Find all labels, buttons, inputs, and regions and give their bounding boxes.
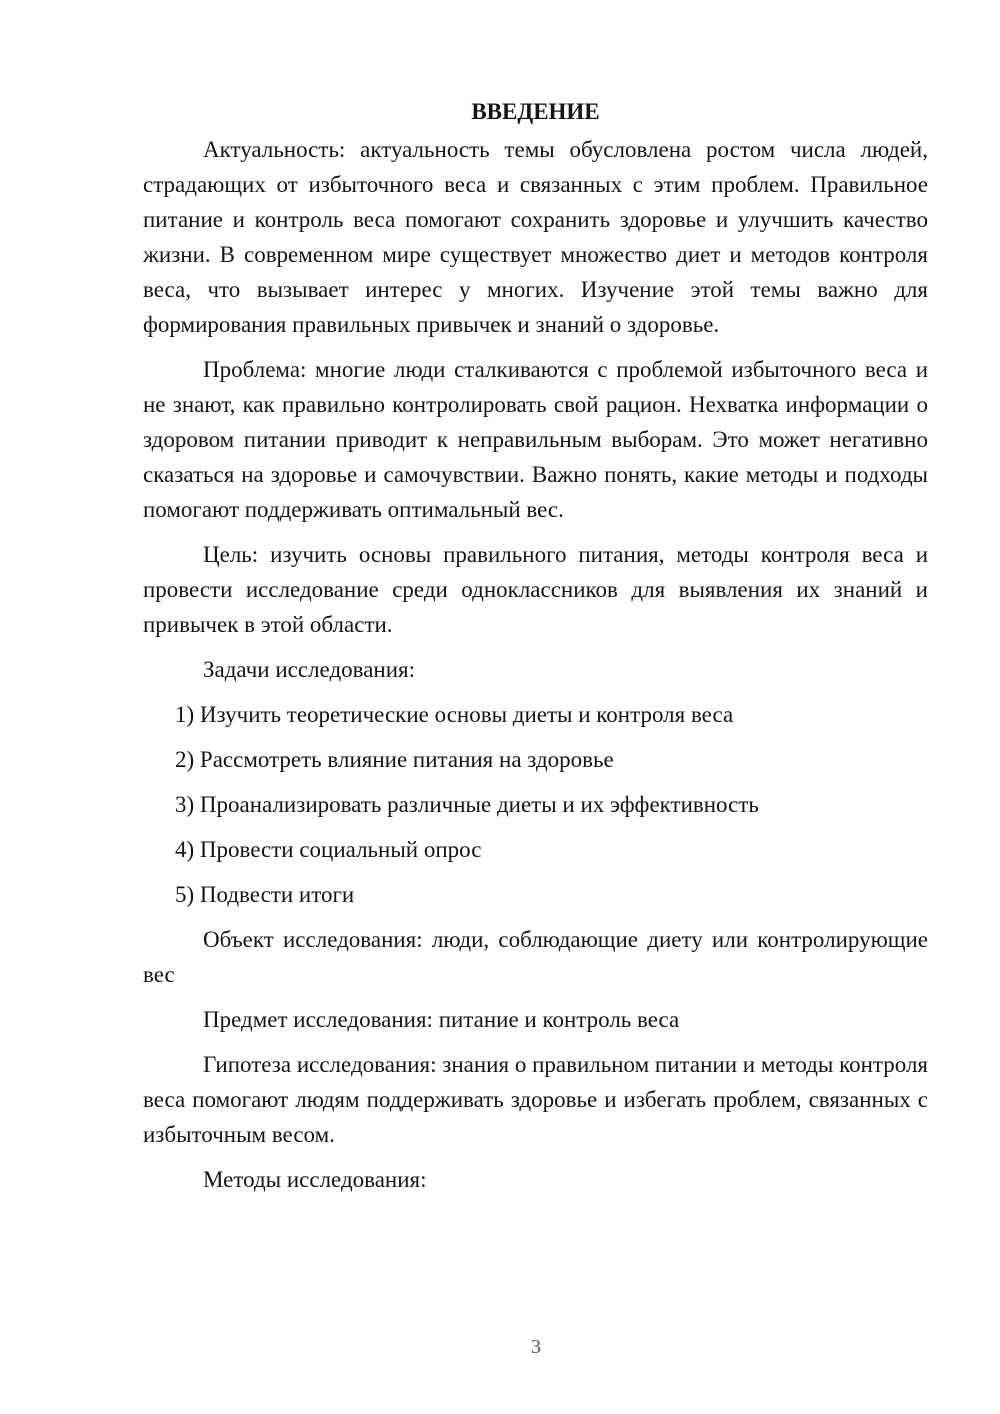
tasks-heading: Задачи исследования: bbox=[203, 657, 416, 682]
paragraph-problem: Проблема: многие люди сталкиваются с проблемой избыточного веса и не знают, как правильно контролировать свой рацион. Нехватка информации о здоровом питании приводит к неправильным выборам. Это может негативно сказаться на здоровье и самочувствии. Важно понять, какие методы и подходы помогают поддерживать оптимальный вес. bbox=[143, 357, 928, 522]
paragraph-methods: Методы исследования: bbox=[203, 1167, 427, 1192]
page-number: 3 bbox=[531, 1336, 541, 1358]
paragraph-goal: Цель: изучить основы правильного питания, методы контроля веса и провести исследование среди одноклассников для выявления их знаний и привычек в этой области. bbox=[143, 542, 928, 637]
list-item: 1) Изучить теоретические основы диеты и контроля веса bbox=[175, 702, 734, 727]
document-page bbox=[143, 94, 928, 1197]
paragraph-subject: Предмет исследования: питание и контроль веса bbox=[203, 1007, 680, 1032]
paragraph-hypothesis: Гипотеза исследования: знания о правильном питании и методы контроля веса помогают людям поддерживать здоровье и избегать проблем, связанных с избыточным весом. bbox=[143, 1052, 928, 1147]
paragraph-object: Объект исследования: люди, соблюдающие диету или контролирующие вес bbox=[143, 927, 928, 987]
list-item: 2) Рассмотреть влияние питания на здоровье bbox=[175, 747, 614, 772]
list-item: 5) Подвести итоги bbox=[175, 882, 355, 907]
list-item: 4) Провести социальный опрос bbox=[175, 837, 482, 862]
page-title: ВВЕДЕНИЕ bbox=[471, 99, 600, 124]
list-item: 3) Проанализировать различные диеты и их эффективность bbox=[175, 792, 759, 817]
tasks-list bbox=[143, 697, 928, 912]
paragraph-relevance: Актуальность: актуальность темы обусловлена ростом числа людей, страдающих от избыточного веса и связанных с этим проблем. Правильное питание и контроль веса помогают сохранить здоровье и улучшить качество жизни. В современном мире существует множество диет и методов контроля веса, что вызывает интерес у многих. Изучение этой темы важно для формирования правильных привычек и знаний о здоровье. bbox=[143, 137, 928, 337]
